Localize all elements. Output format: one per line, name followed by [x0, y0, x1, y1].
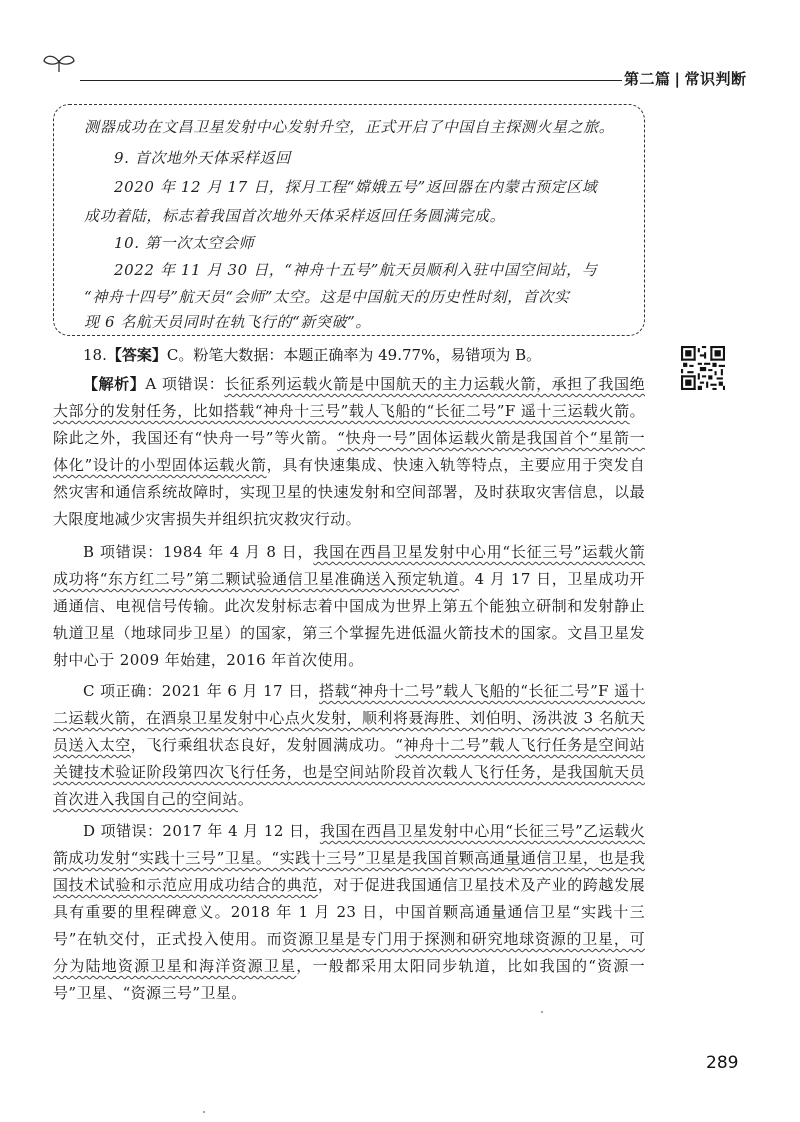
- callout-line: 测器成功在文昌卫星发射中心发射升空，正式开启了中国自主探测火星之旅。: [84, 118, 615, 136]
- callout-line: 2022 年 11 月 30 日，“神舟十五号”航天员顺利入驻中国空间站，与: [114, 261, 598, 279]
- underlined-text: 资源卫星是专门用于探测和研究地球资源的卫星，可分为陆地资源卫星和海洋资源卫星: [53, 930, 646, 975]
- underlined-text: 长征系列运载火箭是中国航天的主力运载火箭，承担了我国绝大部分的发射任务，比如搭载“神舟十三号”载人飞船的“长征二号”F 遥十三运载火箭: [53, 375, 645, 420]
- para-text: ，具有快速集成、快速入轨等特点，主要应用于突发自然灾害和通信系统故障时，实现卫星的快速发射和空间部署，及时获取灾害信息，以最大限度地减少灾害损失并组织抗灾救灾行动。: [53, 456, 645, 528]
- answer-text: C。粉笔大数据：本题正确率为 49.77%，易错项为 B。: [166, 346, 542, 364]
- para-lead: D 项错误：2017 年 4 月 12 日，: [83, 822, 320, 840]
- underlined-text: 我国在西昌卫星发射中心用“长征三号”乙运载火箭成功发射“实践十三号”卫星。“实践十三号”卫星是我国首颗高通量通信卫星，也是我国技术试验和示范应用成功结合的典范: [53, 822, 645, 894]
- underlined-text: 搭载“神舟十二号”载人飞船的“长征二号”F 遥十二运载火箭，在酒泉卫星发射中心点火发射，顺利将聂海胜、刘伯明、汤洪波 3 名航天员送入太空: [53, 682, 645, 754]
- analysis-paragraph-d: [53, 818, 645, 1007]
- para-text: ，一般都采用太阳同步轨道，比如我国的“资源一号”卫星、“资源三号”卫星。: [53, 957, 645, 1002]
- scan-speck: [541, 1011, 543, 1013]
- callout-box: [53, 104, 645, 336]
- analysis-paragraph-a: [53, 371, 645, 533]
- qr-code-icon: [681, 346, 725, 390]
- para-text: 。4 月 17 日，卫星成功开通通信、电视信号传输。此次发射标志着中国成为世界上第五个能独立研制和发射静止轨道卫星（地球同步卫星）的国家，第三个掌握先进低温火箭技术的国家。文昌卫星发射中心于 2009 年始建，2016 年首次使用。: [53, 570, 646, 669]
- callout-heading: 9. 首次地外天体采样返回: [114, 149, 291, 167]
- para-lead: C 项正确：2021 年 6 月 17 日，: [83, 682, 320, 700]
- para-text: ，飞行乘组状态良好，发射圆满成功。: [130, 736, 396, 754]
- underlined-text: “快舟一号”固体运载火箭是我国首个“星箭一体化”设计的小型固体运载火箭: [53, 429, 645, 474]
- callout-line: 成功着陆，标志着我国首次地外天体采样返回任务圆满完成。: [84, 207, 506, 225]
- header-rule: [80, 80, 622, 81]
- para-lead: A 项错误：: [145, 375, 225, 393]
- sprout-icon: [42, 52, 76, 74]
- underlined-text: “神舟十二号”载人飞行任务是空间站关键技术验证阶段第四次飞行任务，也是空间站阶段首次载人飞行任务，是我国航天员首次进入我国自己的空间站: [53, 736, 645, 808]
- para-text: 。: [237, 790, 254, 808]
- page-number: 289: [706, 1053, 739, 1073]
- callout-heading: 10. 第一次太空会师: [114, 234, 255, 252]
- callout-line: 现 6 名航天员同时在轨飞行的“新突破”。: [84, 313, 372, 331]
- para-text: ，对于促进我国通信卫星技术及产业的跨越发展具有重要的里程碑意义。2018 年 1 月 23 日，中国首颗高通量通信卫星“实践十三号”在轨交付，正式投入使用。而: [53, 876, 645, 948]
- callout-line: “神舟十四号”航天员“会师”太空。这是中国航天的历史性时刻，首次实: [84, 288, 570, 306]
- analysis-paragraph-b: [53, 539, 645, 674]
- para-lead: B 项错误：1984 年 4 月 8 日，: [83, 543, 314, 561]
- callout-line: 2020 年 12 月 17 日，探月工程“嫦娥五号”返回器在内蒙古预定区域: [114, 178, 598, 196]
- header-part: 第二篇: [624, 70, 671, 88]
- para-text: 。除此之外，我国还有“快舟一号”等火箭。: [53, 402, 645, 447]
- answer-line: [83, 344, 541, 365]
- underlined-text: 我国在西昌卫星发射中心用“长征三号”运载火箭成功将“东方红二号”第二颗试验通信卫星准确送入预定轨道: [53, 543, 646, 588]
- header-title: 常识判断: [684, 70, 747, 88]
- question-number: 18.: [83, 346, 107, 364]
- scan-speck: [203, 1111, 205, 1113]
- answer-tag: 【答案】: [106, 346, 167, 364]
- analysis-tag: 【解析】: [83, 375, 146, 393]
- header-section-title: 第二篇 | 常识判断: [624, 70, 747, 88]
- analysis-paragraph-c: [53, 678, 645, 813]
